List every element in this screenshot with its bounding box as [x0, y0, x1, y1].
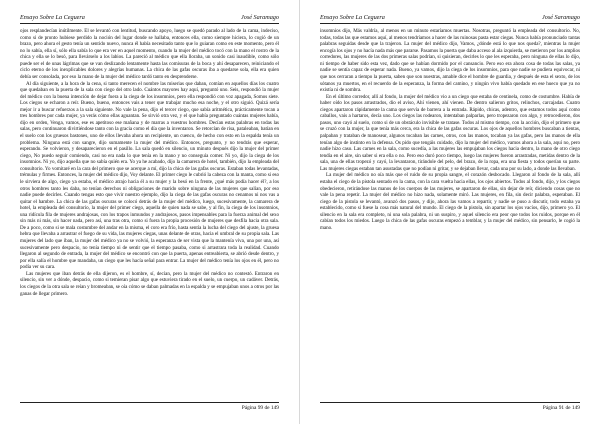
paragraph: En el último corredor, allí al fondo, la mujer del médico vio a un ciego que estaba de centinela, como de costumbre. Había de haber oído los pasos arrastrados, dio el aviso, Ahí vienen, ahí vienen. De dentro salieron gritos, relinchos, carcajadas. Cuatro ciegos apartaron rápidamente la cama que servía de barrera a la entrada. Rápido, chicas, adentro, que estamos todos aquí como caballos, vais a hartaros, decía uno. Los ciegos las rodearon, intentaban palparlas, pero tropezaron con algo, y retrocedieron, dos pasos, uno cayó al suelo, como si de un obstáculo invisible se tratase. Todos al mismo tiempo, con la acción, dijo el primero que se cruzó con la mujer, la que tenía más cerca, era la chica de las gafas oscuras. Los ojos de aquellos hombres buscaban a tientas, palpaban y trataban de manosear, algunos tocaban las carnes, otros, con las manos, tocaban ya las gafas, pero las manos de ella tenían algo de instinto en la defensa. Os pido que tengáis cuidado, dijo la mujer del médico, vamos ahora a la sala, aquí no, pero nadie hizo caso. Las carnes en la sala, como sucedía, a las mujeres las empujaban los ciegos hacia dentro, la mano de otro ciego tendía en el aire, sin saber si era ella o no. Pero eso duró poco tiempo, luego las mujeres fueron arrastradas, metidas dentro de la sala, una de ellas tropezó y cayó, la levantaron, tirándole del pelo, del brazo, de la ropa, era una fiesta y todos querían su parte. Las mujeres ciegas estaban tan asustadas que no podían ni gritar, y se dejaban llevar, cada una por su lado, a donde las llevaban.	[320, 93, 580, 172]
header-book-title: Ensayo Sobre La Ceguera	[20, 14, 85, 21]
paragraph: ojos resplandecían inútilmente. El se levantó con lentitud, buscando apoyo, luego se quedó parado al lado de la cama, indeciso, como si de pronto hubiese perdido la noción del lugar donde se hallaba, entonces ella, como siempre hiciera, lo cogió de un brazo, pero ahora el gesto tenía un sentido nuevo, nunca él había necesitado tanto que lo guiaran como en este momento, pero él no lo sabía, ella sí, sólo ella sabía lo que era ver en aquel momento, cuando la mujer del médico tocó con la mano el rostro de la chica y ella se lo besó, para llevárselo a los labios. La pareció al médico que ella lloraba, un sonido casi inaudible, como sólo puede ser el de unas lágrimas que se van deslizando lentamente hasta las comisuras de la boca y ahí desaparecen, reiniciando el ciclo eterno de los inexplicables dolores y alegrías humanas. La chica de las gafas oscuras iba a quedarse sola, ella era quien debía ser consolada, por eso la mano de la mujer del médico tardó tanto en desprenderse.	[20, 28, 279, 80]
header-author: José Saramago	[542, 14, 580, 21]
page-footer	[320, 402, 580, 413]
paragraph: Al día siguiente, a la hora de la cena, si tanto merecen el nombre las miserias que daban, comían en aquellos días los cuatro que quedaban en la puerta de la sala con ciego del otro lado. Cuántos mayores hay aquí, preguntó uno. Seis, respondió la mujer del médico con la buena intención de dejar fuera a la ciega de los insomnios, pero ella respondió con voz apagada, Somos siete. Los ciegos se echaron a reír. Bueno, bueno, entonces vais a tener que trabajar mucho esa noche, y el otro siguió. Quizá sería mejor ir a buscar refuerzos a la sala siguiente. No vale la pena, dijo el tercer ciego, que sabía aritmética, prácticamente tocan a tres hombres por cada mujer, ya verás cómo ellas aguantan. Se sirvió otra vez, y el que había preguntado cuántas mujeres había, dijo en orden, Venga, vamos, ese es apetitoso ese mañana y de marras a vuestros hombres. Decían estas palabras en todas las salas, pero continuaron divirtiéndose tanto con la gracia como el día que la inventaron. Se retorcían de risa, pataleaban, batían en el suelo con los gruesos bastones, uno de ellos llevaba ahora un recipiente, un cuenco, de hecho con esto en la espalda tenía un problema. Ninguna está con sangre, dijo sumamente la mujer del médico. Entonces, pregunto, y no tendrás que esperar, esperando. Se volvieron, y desaparecieron en el pasillo. La sala quedó en silencio, un minuto después dijo la mujer del primer ciego, No puedo seguir comiendo, casi no era nada lo que tenía en la mano y no conseguía comer. Ni yo, dijo la ciega de los insomnios. Ni yo, dijo aquella que no sabía quién era. Yo ya he acabado, dijo la camarera de hotel, también, dijo la empleada del consultorio. Yo vomitaré en la cara del primero que se acerque a mí, dijo la chica de las gafas oscuras. Estaban todas levantadas, trémulas y firmes. Entonces, la mujer del médico dijo, Voy delante. El primer ciego le cubrió la cabeza con la manta, como si eso le sirviera de algo, ciego ya estaba, el médico atrajo hacia él a su mujer y la besó en la frente, ¿qué más podía hacer él?, a los otros hombres tanto les daba, no tenían derechos ni obligaciones de marido sobre ninguna de las mujeres que salían, por eso nadie puede decirles. Cuando tengas esto que vivir nuestro ejemplo, dijo la ciega de las gafas oscuras no cenamos ni nos vas a quitar el hambre. La chica de las gafas oscuras se colocó detrás de la mujer del médico, luego, sucesivamente, la camarera de hotel, la empleada del consultorio, la mujer del primer ciego, aquella de quien nada se sabe, y al fin, la ciega de los insomnios, una ridícula fila de mujeres andrajosas, con los trapos inmundos y andrajosos, pasos impensables para la fuerza animal del sexo sin más ni más, sin hacer nada, pero así, una tras otra, como si fuera la propia procesión de mujeres que desfila hacia otra sala. De a poco, como si se mala costumbre del andar en la misma, el coro era frío, hasta sentía la lucha del ciego del ajuste, la gruesa hebra que llevaba a arrastrar el fuego de su vida, las mujeres ciegas, unas delante de otras, hacia el umbral de su propia sala. Las mujeres del lado que iban, la mujer del médico ya no se volvió, la esperanza de ser vista que la mantenía viva, una por una, así sucesivamente pero despacio, no tenía tiempo ni de sentir que el tiempo pasaba, como si arrastrara toda la realidad. Cuando llegaron al segundo de entrada, la mujer del médico se encontró con que la puerta, apenas entreabierta, se abrió desde dentro, y por ella salía el hombre que mandaba, un ciego que les hacía señal para entrar. La mujer del médico tenía los ojos en él, pero no podía ver su cara.	[20, 80, 279, 271]
page-header	[320, 13, 580, 24]
page-footer	[20, 402, 279, 413]
header-book-title: Ensayo Sobre La Ceguera	[320, 14, 385, 21]
paragraph: La mujer del médico no oía más que el ruido de su propia sangre, el corazón desbocado. Llegaron al fondo de la sala, allí estaba el ciego de la pistola sentado en la cama, con la cara vuelta hacia ellas, los ojos abiertos. Todos al fondo, dijo, y los ciegos obedecieron, retirándose las manos de los cuerpos de las mujeres, se apartaron de ellas, sin dejar de reír, diciendo cosas que no vale la pena repetir. La mujer del médico no hizo nada, solamente miró. Las mujeres, en fila, sin decir palabra, esperaban. El ciego de la pistola se levantó, avanzó dos pasos, y dijo, ahora las vamos a repartir, y nadie se puso a discutir, todo estaba ya establecido, como si fuese la cosa más natural del mundo. El ciego de la pistola, sin apartar los ojos vacíos, dijo, primero yo. El silencio en la sala era completo, ni una sola palabra, ni un suspiro, y aquel silencio era peor que todos los ruidos, porque en él cabían todos los miedos. Luego la chica de las gafas oscuras empezó a temblar, y la mujer del médico, sin pensarlo, le cogió la mano.	[320, 172, 580, 231]
paragraph: Las mujeres que iban detrás de ella dijeron, es el hombre, sí, decían, pero la mujer del médico no contestó. Entraron en silencio, sin ver a dónde, despacio, como si temieran pisar algo que estuviera tirado en el suelo, un cuerpo, un cadáver. Detrás, los ciegos de la otra sala se reían y bromeaban, se oía cómo se daban palmadas en la espalda y se empujaban unos a otros por las ganas de llegar primero.	[20, 270, 279, 297]
page-header	[20, 13, 279, 24]
header-author: José Saramago	[241, 14, 279, 21]
page-body-text	[320, 28, 580, 400]
page-number: Página 99 de 149	[241, 405, 279, 411]
page-body-text	[20, 28, 279, 400]
right-page	[300, 0, 600, 424]
paragraph: insomnios dijo, Más valdría, al menos en un minuto estaríamos muertas. Nosotras, preguntó la empleada del consultorio. No, todas, todas las que estamos aquí, al menos tendríamos a hacer de las ruinosas pasta estar ciegas. Nunca había pronunciado tantas palabras seguidas desde que la trajeron. La mujer del médico dijo, Vamos, ¿dónde está lo que nos queda?, mientras la mujer encogía los ojos y no hacía nada más que pararse. Pasamos la puerta que daba acceso al ala izquierda, se metieron por los amplios corredores, las mujeres de las dos primeras salas podrían, si quisieran, decirles lo que les esperaba, pero ninguna de ellas lo dijo, ni tiempo de haber sido esta vez, dado que se habían dormido por el cansancio. Pero eso era ahora cosa de todas las salas, ya nadie se sentía capaz de esperar nada. Bueno, ya vamos, dijo la ciega de los insomnios, para que nadie se pudiera equivocar, ni que nos cerraran a tiempo la puerta, saben que son nuestras, amable dice el hombre de guardia, y después de esta el sexto, de los sótanos ya muertos, en el recuerdo de la esperanza, la forma del camino, y ningún vivo había quedado en ese hueco que ya no existía ni de sombra.	[320, 28, 580, 94]
page-number: Página 91 de 149	[542, 405, 580, 411]
